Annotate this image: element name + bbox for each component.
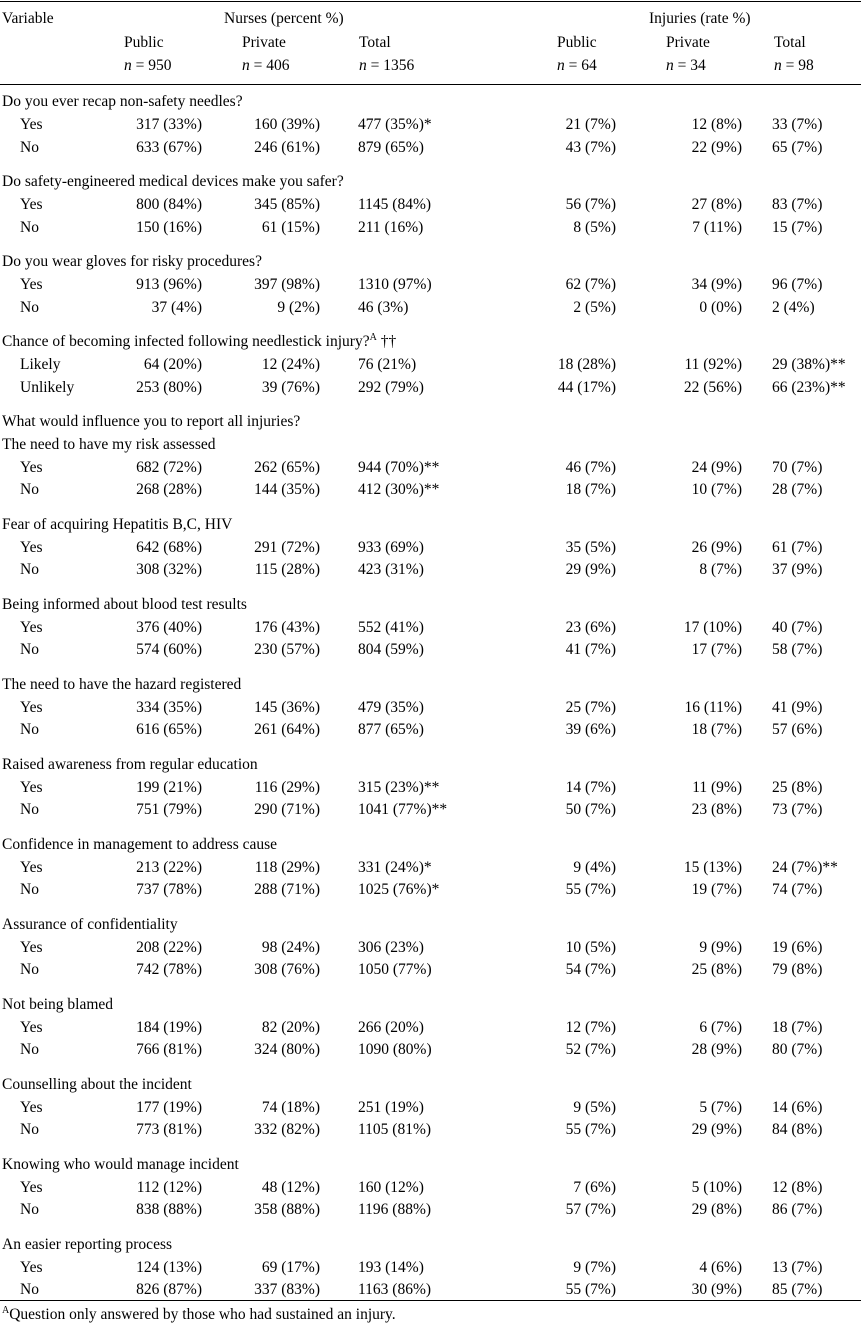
- section-title-text: Counselling about the incident: [2, 1075, 192, 1093]
- section-title-significance-mark: ††: [376, 333, 397, 350]
- section-title: [2, 676, 241, 694]
- cell-nurses-private: 98 (24%): [261, 938, 320, 956]
- row-label: No: [20, 721, 39, 739]
- cell-nurses-public: 199 (21%): [136, 778, 202, 796]
- header-col-injuries-private: Private: [666, 34, 710, 51]
- table-row: [0, 961, 861, 983]
- cell-nurses-public: 826 (87%): [136, 1281, 202, 1299]
- cell-injuries-total: 79 (8%): [772, 961, 823, 979]
- cell-injuries-public: 12 (7%): [565, 1018, 616, 1036]
- section-title-text: Knowing who would manage incident: [2, 1155, 239, 1173]
- table-row: [0, 801, 861, 823]
- cell-injuries-total: 57 (6%): [772, 721, 823, 739]
- row-label: No: [20, 801, 39, 819]
- cell-nurses-public: 742 (78%): [136, 961, 202, 979]
- cell-injuries-private: 5 (10%): [691, 1178, 742, 1196]
- cell-nurses-public: 268 (28%): [136, 481, 202, 499]
- section-title-footnote-marker: A: [369, 331, 377, 343]
- row-label: Yes: [20, 618, 43, 636]
- cell-nurses-total: 1025 (76%)*: [358, 881, 440, 899]
- row-label: No: [20, 481, 39, 499]
- cell-nurses-total: 877 (65%): [358, 721, 424, 739]
- cell-nurses-total: 412 (30%)**: [358, 481, 440, 499]
- section-title-text: What would influence you to report all injuries?: [2, 413, 301, 430]
- cell-nurses-public: 124 (13%): [136, 1258, 202, 1276]
- cell-injuries-total: 74 (7%): [772, 881, 823, 899]
- table-row: [0, 1201, 861, 1223]
- cell-injuries-total: 25 (8%): [772, 778, 823, 796]
- cell-nurses-private: 74 (18%): [261, 1098, 320, 1116]
- cell-injuries-public: 7 (6%): [573, 1178, 616, 1196]
- section-title: [2, 1236, 172, 1254]
- table-row: [0, 356, 861, 378]
- row-label: No: [20, 218, 39, 236]
- cell-nurses-public: 150 (16%): [136, 218, 202, 236]
- section-title: [2, 756, 258, 774]
- cell-nurses-total: 160 (12%): [358, 1178, 424, 1196]
- cell-injuries-public: 52 (7%): [565, 1041, 616, 1059]
- section-subtitle: The need to have my risk assessed: [2, 436, 216, 453]
- row-label: Yes: [20, 276, 43, 293]
- cell-injuries-private: 29 (9%): [691, 1121, 742, 1139]
- cell-injuries-total: 14 (6%): [772, 1098, 823, 1116]
- cell-nurses-total: 1105 (81%): [358, 1121, 432, 1139]
- cell-injuries-total: 19 (6%): [772, 938, 823, 956]
- cell-injuries-public: 35 (5%): [565, 538, 616, 556]
- cell-injuries-public: 10 (5%): [565, 938, 616, 956]
- cell-injuries-private: 18 (7%): [691, 721, 742, 739]
- header-n-nurses-public: n = 950: [124, 57, 172, 74]
- cell-injuries-public: 2 (5%): [573, 298, 616, 316]
- table-row: [0, 561, 861, 583]
- cell-injuries-total: 24 (7%)**: [772, 858, 838, 876]
- table-row: [0, 859, 861, 881]
- cell-nurses-public: 773 (81%): [136, 1121, 202, 1139]
- table-row: [0, 539, 861, 561]
- header-nurses-group: Nurses (percent %): [224, 10, 344, 27]
- cell-nurses-private: 176 (43%): [254, 618, 320, 636]
- cell-injuries-private: 17 (10%): [683, 618, 742, 636]
- cell-nurses-public: 751 (79%): [136, 801, 202, 819]
- row-label: Yes: [20, 1098, 43, 1116]
- header-n-injuries-private: n = 34: [666, 57, 706, 74]
- cell-nurses-total: 251 (19%): [358, 1098, 424, 1116]
- cell-nurses-private: 337 (83%): [254, 1281, 320, 1299]
- cell-nurses-total: 1041 (77%)**: [358, 801, 448, 819]
- cell-nurses-private: 160 (39%): [254, 116, 320, 133]
- header-variable: Variable: [2, 10, 54, 27]
- footnote: [2, 1306, 396, 1324]
- cell-injuries-public: 25 (7%): [565, 698, 616, 716]
- header-col-injuries-total: Total: [774, 34, 806, 51]
- cell-injuries-private: 5 (7%): [699, 1098, 742, 1116]
- cell-injuries-public: 18 (7%): [565, 481, 616, 499]
- cell-nurses-public: 642 (68%): [136, 538, 202, 556]
- cell-nurses-private: 12 (24%): [261, 356, 320, 373]
- cell-nurses-private: 116 (29%): [254, 778, 320, 796]
- table-row: [0, 1259, 861, 1281]
- cell-nurses-public: 112 (12%): [136, 1178, 202, 1196]
- cell-nurses-private: 9 (2%): [277, 298, 320, 316]
- row-label: No: [20, 1281, 39, 1299]
- table-row: [0, 1121, 861, 1143]
- table-row: [0, 619, 861, 641]
- cell-injuries-total: 58 (7%): [772, 641, 823, 659]
- cell-nurses-private: 332 (82%): [254, 1121, 320, 1139]
- section-title: [2, 253, 262, 271]
- cell-nurses-private: 61 (15%): [261, 218, 320, 236]
- cell-injuries-total: 85 (7%): [772, 1281, 823, 1299]
- cell-nurses-public: 177 (19%): [136, 1098, 202, 1116]
- cell-injuries-private: 22 (56%): [683, 378, 742, 396]
- section-title: [2, 996, 113, 1014]
- cell-injuries-private: 7 (11%): [692, 218, 742, 236]
- cell-injuries-public: 55 (7%): [565, 1121, 616, 1139]
- cell-nurses-public: 838 (88%): [136, 1201, 202, 1219]
- cell-nurses-total: 315 (23%)**: [358, 778, 440, 796]
- cell-nurses-total: 1310 (97%): [358, 276, 432, 293]
- cell-nurses-private: 288 (71%): [254, 881, 320, 899]
- cell-nurses-total: 292 (79%): [358, 378, 424, 396]
- cell-injuries-public: 55 (7%): [565, 1281, 616, 1299]
- header-col-nurses-public: Public: [124, 34, 164, 51]
- section-title: [2, 916, 178, 934]
- cell-injuries-public: 39 (6%): [565, 721, 616, 739]
- header-rule: [0, 84, 861, 85]
- cell-nurses-private: 48 (12%): [261, 1178, 320, 1196]
- cell-injuries-total: 40 (7%): [772, 618, 823, 636]
- cell-injuries-private: 11 (9%): [692, 778, 742, 796]
- section-title-text: Do you wear gloves for risky procedures?: [2, 253, 262, 270]
- section-title-text: Not being blamed: [2, 995, 114, 1013]
- row-label: No: [20, 1041, 39, 1059]
- row-label: Unlikely: [20, 378, 75, 396]
- cell-nurses-public: 334 (35%): [136, 698, 202, 716]
- section-title: [2, 1076, 192, 1094]
- header-n-nurses-total: n = 1356: [359, 57, 415, 74]
- cell-nurses-total: 933 (69%): [358, 538, 424, 556]
- table-row: [0, 939, 861, 961]
- table-row: [0, 196, 861, 218]
- cell-injuries-private: 6 (7%): [699, 1018, 742, 1036]
- cell-injuries-public: 55 (7%): [565, 881, 616, 899]
- section-title-text: Raised awareness from regular education: [2, 755, 258, 773]
- cell-injuries-public: 14 (7%): [565, 778, 616, 796]
- cell-nurses-private: 144 (35%): [254, 481, 320, 499]
- section-title-text: Chance of becoming infected following needlestick injury?: [2, 333, 370, 350]
- cell-injuries-private: 24 (9%): [691, 458, 742, 476]
- cell-injuries-total: 29 (38%)**: [772, 356, 846, 373]
- cell-injuries-private: 12 (8%): [691, 116, 742, 133]
- cell-nurses-private: 345 (85%): [254, 196, 320, 213]
- cell-injuries-public: 18 (28%): [557, 356, 616, 373]
- cell-nurses-total: 479 (35%): [358, 698, 424, 716]
- cell-nurses-public: 737 (78%): [136, 881, 202, 899]
- cell-nurses-total: 76 (21%): [358, 356, 417, 373]
- cell-injuries-total: 15 (7%): [772, 218, 823, 236]
- row-label: Yes: [20, 1018, 43, 1036]
- cell-nurses-private: 262 (65%): [254, 458, 320, 476]
- header-n-injuries-public: n = 64: [557, 57, 597, 74]
- row-label: No: [20, 1121, 39, 1139]
- cell-injuries-private: 15 (13%): [683, 858, 742, 876]
- section-title-text: Assurance of confidentiality: [2, 915, 178, 933]
- section-title-text: The need to have the hazard registered: [2, 675, 242, 693]
- table-row: [0, 881, 861, 903]
- section-title: [2, 596, 247, 614]
- table-row: [0, 299, 861, 321]
- section-title-text: Confidence in management to address cause: [2, 835, 278, 853]
- cell-injuries-total: 28 (7%): [772, 481, 823, 499]
- table-row: [0, 116, 861, 138]
- cell-injuries-total: 66 (23%)**: [772, 378, 846, 396]
- table-row: [0, 219, 861, 241]
- cell-injuries-public: 43 (7%): [565, 138, 616, 156]
- section-title: [2, 836, 277, 854]
- section-title: [2, 173, 344, 191]
- top-rule: [0, 1, 861, 2]
- cell-injuries-public: 50 (7%): [565, 801, 616, 819]
- cell-injuries-private: 26 (9%): [691, 538, 742, 556]
- cell-injuries-private: 19 (7%): [691, 881, 742, 899]
- cell-nurses-total: 1090 (80%): [358, 1041, 432, 1059]
- cell-injuries-total: 2 (4%): [772, 298, 815, 316]
- cell-nurses-private: 358 (88%): [254, 1201, 320, 1219]
- cell-nurses-public: 317 (33%): [136, 116, 202, 133]
- cell-nurses-private: 308 (76%): [254, 961, 320, 979]
- cell-injuries-public: 8 (5%): [573, 218, 616, 236]
- row-label: Yes: [20, 1258, 43, 1276]
- cell-nurses-public: 682 (72%): [136, 458, 202, 476]
- cell-nurses-private: 145 (36%): [254, 698, 320, 716]
- cell-injuries-private: 22 (9%): [691, 138, 742, 156]
- cell-nurses-public: 208 (22%): [136, 938, 202, 956]
- cell-injuries-total: 37 (9%): [772, 561, 823, 579]
- cell-nurses-private: 246 (61%): [254, 138, 320, 156]
- cell-injuries-total: 83 (7%): [772, 196, 823, 213]
- row-label: Yes: [20, 1178, 43, 1196]
- cell-injuries-public: 41 (7%): [565, 641, 616, 659]
- table-row: [0, 139, 861, 161]
- cell-injuries-private: 8 (7%): [699, 561, 742, 579]
- cell-injuries-public: 57 (7%): [565, 1201, 616, 1219]
- cell-injuries-private: 11 (92%): [684, 356, 742, 373]
- cell-nurses-public: 37 (4%): [151, 298, 202, 316]
- section-title: [2, 333, 396, 351]
- section-title: [2, 413, 300, 431]
- row-label: Yes: [20, 196, 43, 213]
- row-label: No: [20, 881, 39, 899]
- cell-injuries-public: 9 (7%): [573, 1258, 616, 1276]
- header-n-nurses-private: n = 406: [242, 57, 290, 74]
- cell-injuries-total: 65 (7%): [772, 138, 823, 156]
- cell-nurses-public: 766 (81%): [136, 1041, 202, 1059]
- table-row: [0, 779, 861, 801]
- header-n-injuries-total: n = 98: [774, 57, 814, 74]
- cell-injuries-public: 29 (9%): [565, 561, 616, 579]
- cell-nurses-public: 913 (96%): [136, 276, 202, 293]
- cell-injuries-total: 13 (7%): [772, 1258, 823, 1276]
- table-row: [0, 379, 861, 401]
- cell-injuries-total: 70 (7%): [772, 458, 823, 476]
- footnote-text: Question only answered by those who had sustained an injury.: [9, 1306, 396, 1323]
- row-label: No: [20, 641, 39, 659]
- table-row: [0, 699, 861, 721]
- cell-nurses-public: 616 (65%): [136, 721, 202, 739]
- cell-nurses-public: 308 (32%): [136, 561, 202, 579]
- cell-nurses-public: 253 (80%): [136, 378, 202, 396]
- cell-injuries-private: 28 (9%): [691, 1041, 742, 1059]
- row-label: No: [20, 298, 39, 316]
- header-col-injuries-public: Public: [557, 34, 597, 51]
- cell-nurses-private: 69 (17%): [261, 1258, 320, 1276]
- cell-injuries-public: 46 (7%): [565, 458, 616, 476]
- cell-nurses-private: 115 (28%): [254, 561, 320, 579]
- cell-nurses-total: 306 (23%): [358, 938, 424, 956]
- table-row: [0, 481, 861, 503]
- cell-injuries-public: 9 (4%): [573, 858, 616, 876]
- cell-nurses-total: 211 (16%): [358, 218, 424, 236]
- cell-nurses-total: 879 (65%): [358, 138, 424, 156]
- row-label: Yes: [20, 938, 43, 956]
- cell-injuries-total: 41 (9%): [772, 698, 823, 716]
- cell-nurses-total: 1196 (88%): [358, 1201, 432, 1219]
- cell-nurses-total: 1163 (86%): [358, 1281, 432, 1299]
- cell-nurses-public: 574 (60%): [136, 641, 202, 659]
- row-label: No: [20, 961, 39, 979]
- bottom-rule: [0, 1300, 861, 1301]
- cell-nurses-total: 944 (70%)**: [358, 458, 440, 476]
- table-row: [0, 276, 861, 298]
- table-row: [0, 1041, 861, 1063]
- row-label: Likely: [20, 356, 61, 373]
- header-col-nurses-private: Private: [242, 34, 286, 51]
- cell-nurses-total: 423 (31%): [358, 561, 424, 579]
- cell-injuries-total: 61 (7%): [772, 538, 823, 556]
- row-label: No: [20, 138, 39, 156]
- row-label: Yes: [20, 538, 43, 556]
- row-label: No: [20, 1201, 39, 1219]
- cell-injuries-private: 30 (9%): [691, 1281, 742, 1299]
- row-label: Yes: [20, 858, 43, 876]
- cell-injuries-private: 4 (6%): [699, 1258, 742, 1276]
- row-label: Yes: [20, 458, 43, 476]
- table-row: [0, 1179, 861, 1201]
- cell-nurses-public: 800 (84%): [136, 196, 202, 213]
- cell-injuries-public: 54 (7%): [565, 961, 616, 979]
- cell-nurses-total: 804 (59%): [358, 641, 424, 659]
- row-label: Yes: [20, 698, 43, 716]
- cell-injuries-public: 23 (6%): [565, 618, 616, 636]
- cell-injuries-total: 33 (7%): [772, 116, 823, 133]
- cell-nurses-public: 633 (67%): [136, 138, 202, 156]
- cell-nurses-total: 46 (3%): [358, 298, 409, 316]
- cell-nurses-total: 1050 (77%): [358, 961, 432, 979]
- cell-injuries-total: 73 (7%): [772, 801, 823, 819]
- section-title-text: Do safety-engineered medical devices make you safer?: [2, 173, 344, 190]
- cell-injuries-public: 9 (5%): [573, 1098, 616, 1116]
- table-row: [0, 459, 861, 481]
- cell-injuries-private: 27 (8%): [691, 196, 742, 213]
- row-label: Yes: [20, 778, 43, 796]
- cell-injuries-total: 12 (8%): [772, 1178, 823, 1196]
- section-title-text: Being informed about blood test results: [2, 595, 247, 613]
- cell-nurses-total: 331 (24%)*: [358, 858, 432, 876]
- section-title: [2, 516, 232, 534]
- cell-nurses-private: 118 (29%): [254, 858, 320, 876]
- cell-injuries-total: 84 (8%): [772, 1121, 823, 1139]
- cell-nurses-public: 184 (19%): [136, 1018, 202, 1036]
- section-title-text: An easier reporting process: [2, 1235, 173, 1253]
- cell-injuries-total: 86 (7%): [772, 1201, 823, 1219]
- cell-nurses-private: 324 (80%): [254, 1041, 320, 1059]
- footnote-marker: A: [2, 1304, 10, 1316]
- table-row: [0, 1099, 861, 1121]
- cell-injuries-private: 0 (0%): [699, 298, 742, 316]
- header-col-nurses-total: Total: [359, 34, 391, 51]
- cell-nurses-total: 193 (14%): [358, 1258, 424, 1276]
- cell-nurses-public: 213 (22%): [136, 858, 202, 876]
- table-row: [0, 641, 861, 663]
- section-title-text: Do you ever recap non-safety needles?: [2, 93, 243, 110]
- section-title-text: Fear of acquiring Hepatitis B,C, HIV: [2, 515, 233, 533]
- cell-nurses-private: 82 (20%): [261, 1018, 320, 1036]
- cell-nurses-private: 397 (98%): [254, 276, 320, 293]
- cell-injuries-private: 25 (8%): [691, 961, 742, 979]
- cell-nurses-total: 266 (20%): [358, 1018, 424, 1036]
- cell-injuries-private: 17 (7%): [691, 641, 742, 659]
- header-injuries-group: Injuries (rate %): [649, 10, 751, 27]
- table-row: [0, 721, 861, 743]
- cell-nurses-private: 290 (71%): [254, 801, 320, 819]
- cell-injuries-private: 16 (11%): [684, 698, 742, 716]
- cell-injuries-private: 10 (7%): [691, 481, 742, 499]
- cell-injuries-public: 62 (7%): [565, 276, 616, 293]
- cell-injuries-public: 44 (17%): [557, 378, 616, 396]
- cell-nurses-private: 291 (72%): [254, 538, 320, 556]
- cell-injuries-private: 23 (8%): [691, 801, 742, 819]
- cell-injuries-private: 34 (9%): [691, 276, 742, 293]
- cell-injuries-private: 29 (8%): [691, 1201, 742, 1219]
- cell-nurses-public: 64 (20%): [143, 356, 202, 373]
- cell-nurses-private: 261 (64%): [254, 721, 320, 739]
- cell-nurses-total: 1145 (84%): [358, 196, 432, 213]
- cell-nurses-private: 39 (76%): [261, 378, 320, 396]
- row-label: No: [20, 561, 39, 579]
- row-label: Yes: [20, 116, 43, 133]
- cell-injuries-total: 96 (7%): [772, 276, 823, 293]
- cell-injuries-total: 80 (7%): [772, 1041, 823, 1059]
- cell-nurses-total: 552 (41%): [358, 618, 424, 636]
- section-title: [2, 1156, 239, 1174]
- cell-injuries-public: 21 (7%): [565, 116, 616, 133]
- cell-injuries-private: 9 (9%): [699, 938, 742, 956]
- cell-injuries-total: 18 (7%): [772, 1018, 823, 1036]
- table-row: [0, 1019, 861, 1041]
- cell-nurses-private: 230 (57%): [254, 641, 320, 659]
- section-title: [2, 93, 243, 111]
- cell-nurses-public: 376 (40%): [136, 618, 202, 636]
- cell-injuries-public: 56 (7%): [565, 196, 616, 213]
- cell-nurses-total: 477 (35%)*: [358, 116, 432, 133]
